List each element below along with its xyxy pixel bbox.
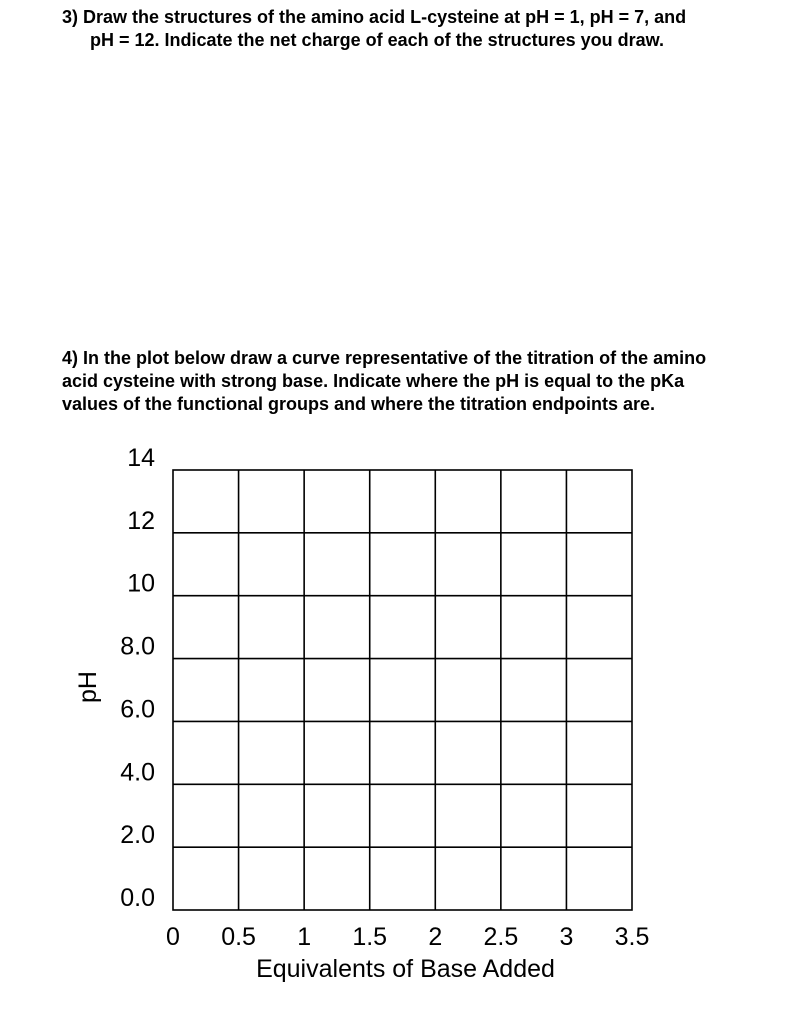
x-tick-label: 0.5 [221, 923, 256, 951]
x-tick-label: 3 [559, 923, 574, 951]
y-tick-label: 12 [127, 506, 155, 535]
y-tick-label: 10 [127, 569, 155, 598]
x-axis-title: Equivalents of Base Added [256, 955, 555, 983]
y-axis-tick-labels [120, 444, 155, 912]
question-3-line-2: pH = 12. Indicate the net charge of each of the structures you draw. [90, 30, 664, 50]
x-tick-label: 2 [428, 923, 443, 951]
question-3-line-1: 3) Draw the structures of the amino acid L-cysteine at pH = 1, pH = 7, and [62, 7, 687, 27]
plot-frame[interactable] [173, 470, 632, 910]
y-axis-title: pH [74, 671, 102, 703]
question-4-line-2: acid cysteine with strong base. Indicate where the pH is equal to the pKa [62, 371, 685, 391]
y-tick-label: 8.0 [120, 632, 155, 661]
x-tick-label: 2.5 [483, 923, 519, 951]
y-tick-label: 4.0 [120, 758, 155, 787]
x-tick-label: 3.5 [614, 923, 650, 951]
y-tick-label: 6.0 [120, 695, 155, 724]
x-axis-tick-labels [166, 923, 649, 951]
y-tick-label: 14 [127, 444, 155, 472]
x-tick-label: 1 [297, 923, 312, 951]
x-tick-label: 0 [166, 923, 180, 951]
y-tick-label: 0.0 [120, 884, 155, 912]
plot-grid [173, 470, 632, 910]
y-tick-label: 2.0 [120, 821, 155, 850]
question-4-line-3: values of the functional groups and where the titration endpoints are. [62, 394, 656, 414]
x-tick-label: 1.5 [352, 923, 388, 951]
question-4-line-1: 4) In the plot below draw a curve representative of the titration of the amino [62, 348, 707, 368]
